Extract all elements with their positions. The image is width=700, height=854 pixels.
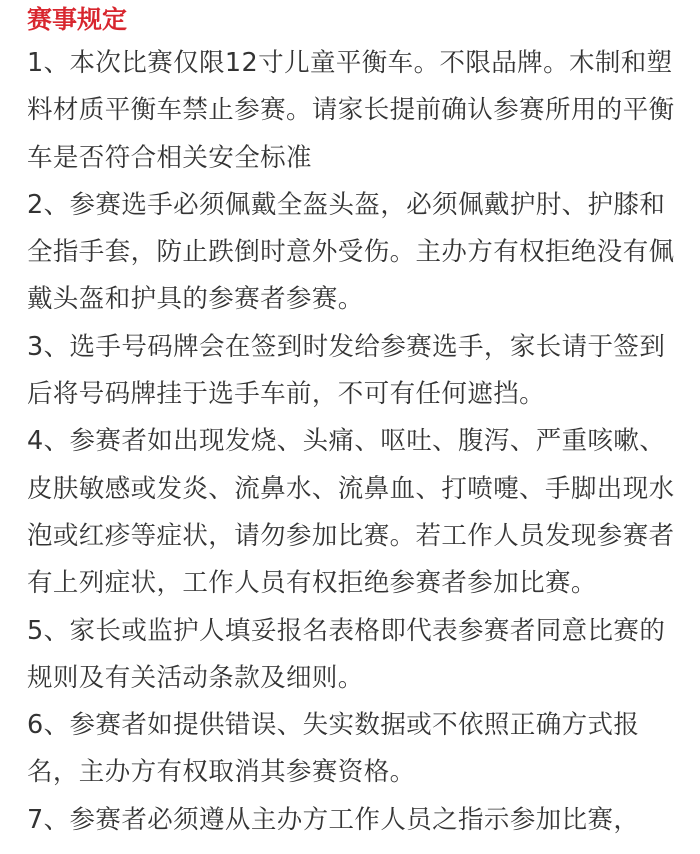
document-title: 赛事规定 (27, 5, 128, 34)
rule-item-2: 2、参赛选手必须佩戴全盔头盔，必须佩戴护肘、护膝和全指手套，防止跌倒时意外受伤。主办方有权拒绝没有佩戴头盔和护具的参赛者参赛。 (27, 189, 675, 315)
rule-item-4: 4、参赛者如出现发烧、头痛、呕吐、腹泻、严重咳嗽、皮肤敏感或发炎、流鼻水、流鼻血、打喷嚏、手脚出现水泡或红疹等症状，请勿参加比赛。若工作人员发现参赛者有上列症状，工作人员有权拒绝参赛者参加比赛。 (27, 426, 675, 599)
rule-item-5: 5、家长或监护人填妥报名表格即代表参赛者同意比赛的规则及有关活动条款及细则。 (27, 615, 666, 693)
rule-item-6: 6、参赛者如提供错误、失实数据或不依照正确方式报名，主办方有权取消其参赛资格。 (27, 710, 640, 788)
rules-document (27, 0, 677, 844)
rule-item-3: 3、选手号码牌会在签到时发给参赛选手，家长请于签到后将号码牌挂于选手车前，不可有任何遮挡。 (27, 331, 666, 410)
rule-item-1: 1、本次比赛仅限12寸儿童平衡车。不限品牌。木制和塑料材质平衡车禁止参赛。请家长提前确认参赛所用的平衡车是否符合相关安全标准 (27, 48, 675, 173)
rule-item-7: 7、参赛者必须遵从主办方工作人员之指示参加比赛， (27, 804, 640, 835)
rules-list (27, 40, 677, 844)
